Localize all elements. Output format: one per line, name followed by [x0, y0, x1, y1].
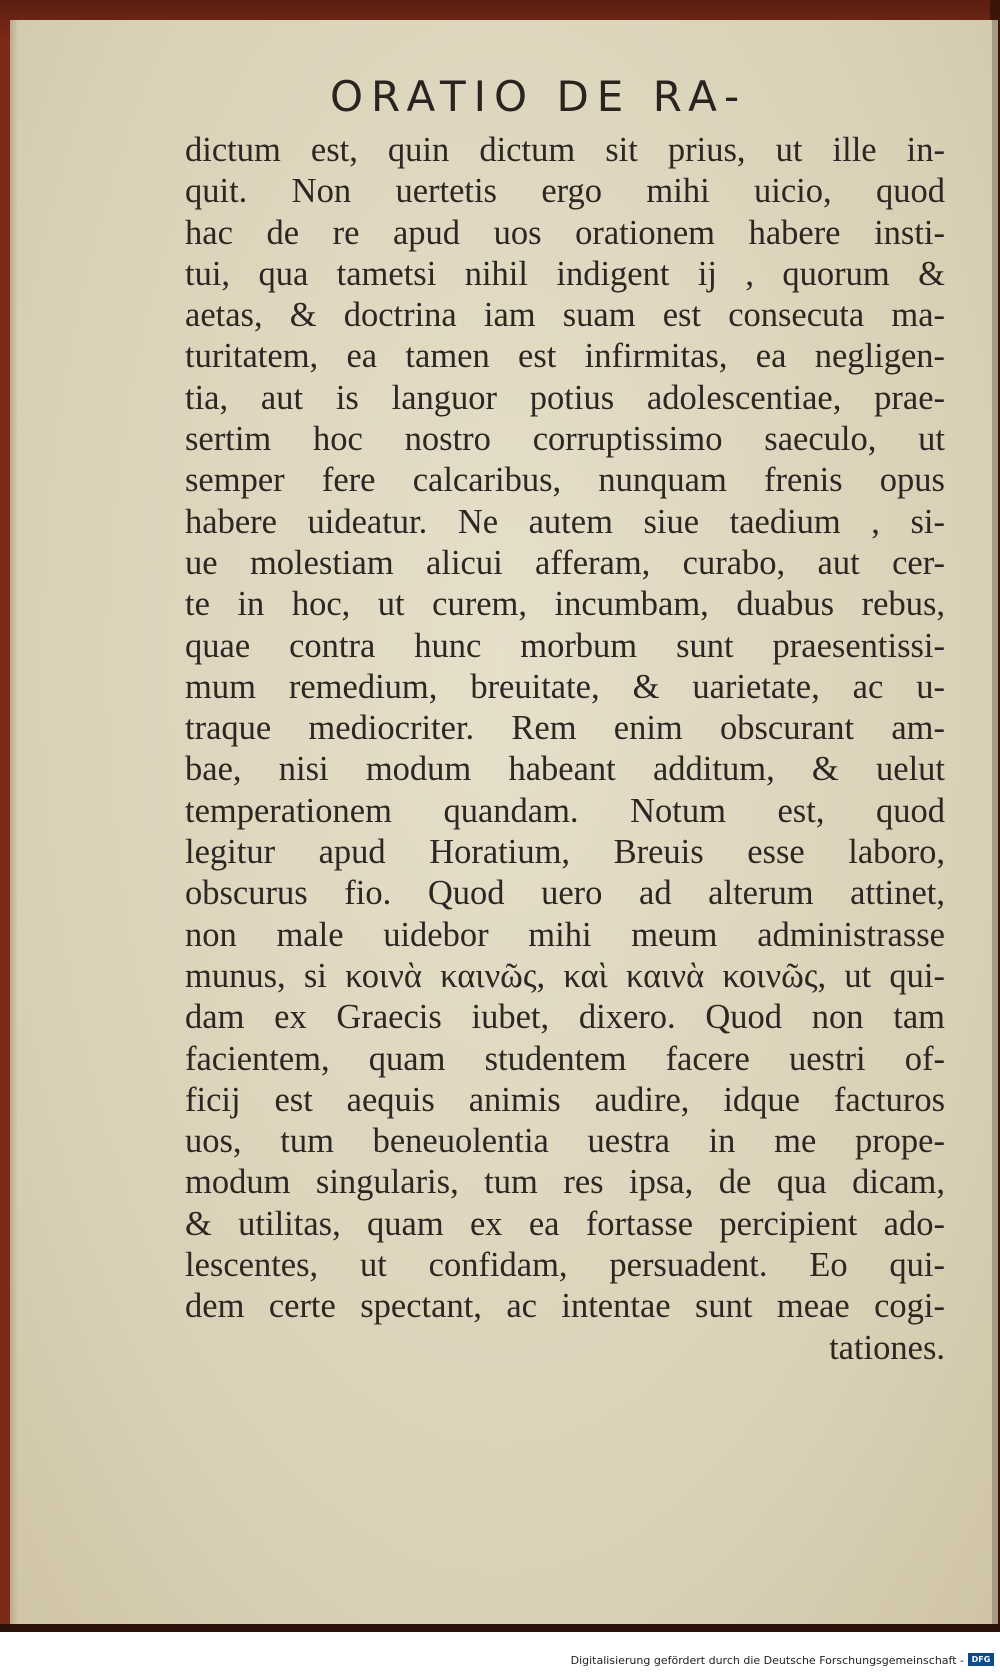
text-line: aetas, & doctrina iam suam est consecuta ma-	[185, 296, 945, 335]
text-line: tia, aut is languor potius adolescentiae, prae-	[185, 378, 945, 417]
text-line: lescentes, ut confidam, persuadent. Eo qui-	[185, 1246, 945, 1285]
text-line: quae contra hunc morbum sunt praesentissi-	[185, 626, 945, 665]
text-line: dictum est, quin dictum sit prius, ut ille in-	[185, 131, 945, 169]
text-line: tui, qua tametsi nihil indigent ij , quorum &	[185, 254, 945, 293]
text-line: dam ex Graecis iubet, dixero. Quod non tam	[185, 998, 945, 1037]
text-line: non male uidebor mihi meum administrasse	[185, 915, 945, 954]
text-line: sertim hoc nostro corruptissimo saeculo, ut	[185, 420, 945, 459]
text-line: bae, nisi modum habeant additum, & uelut	[185, 750, 945, 789]
text-line: quit. Non uertetis ergo mihi uicio, quod	[185, 172, 945, 211]
text-line: hac de re apud uos orationem habere insti-	[185, 213, 945, 252]
page-gutter-shadow	[10, 20, 18, 1632]
text-line: turitatem, ea tamen est infirmitas, ea negligen-	[185, 337, 945, 376]
digitization-credit: Digitalisierung gefördert durch die Deutsche Forschungsgemeinschaft -	[570, 1654, 964, 1667]
running-head: ORATIO DE RA-	[330, 72, 748, 121]
text-line: habere uideatur. Ne autem siue taedium , si-	[185, 502, 945, 541]
text-line: facientem, quam studentem facere uestri of-	[185, 1039, 945, 1078]
text-line: temperationem quandam. Notum est, quod	[185, 791, 945, 830]
catchword-line: tationes.	[829, 1328, 945, 1367]
body-text	[185, 130, 945, 1369]
text-line: uos, tum beneuolentia uestra in me prope-	[185, 1122, 945, 1161]
dfg-logo: DFG	[968, 1653, 994, 1666]
text-line: mum remedium, breuitate, & uarietate, ac u-	[185, 667, 945, 706]
text-line: ficij est aequis animis audire, idque facturos	[185, 1080, 945, 1119]
text-line: semper fere calcaribus, nunquam frenis opus	[185, 461, 945, 500]
text-line: modum singularis, tum res ipsa, de qua dicam,	[185, 1163, 945, 1202]
text-line: munus, si κοινὰ καινῶς, καὶ καινὰ κοινῶς, ut qui-	[185, 956, 945, 995]
text-line: traque mediocriter. Rem enim obscurant am-	[185, 709, 945, 748]
text-line: dem certe spectant, ac intentae sunt meae cogi-	[185, 1287, 945, 1326]
text-line: ue molestiam alicui afferam, curabo, aut cer-	[185, 543, 945, 582]
text-line: legitur apud Horatium, Breuis esse laboro,	[185, 833, 945, 872]
text-line: te in hoc, ut curem, incumbam, duabus rebus,	[185, 585, 945, 624]
text-line: & utilitas, quam ex ea fortasse percipient ado-	[185, 1204, 945, 1243]
text-line: obscurus fio. Quod uero ad alterum attinet,	[185, 874, 945, 913]
